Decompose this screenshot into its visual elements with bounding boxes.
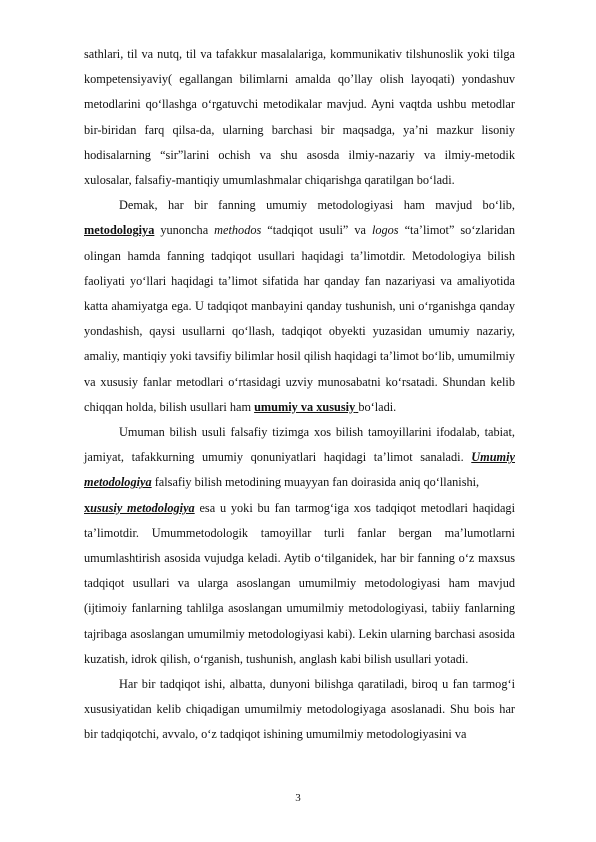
greek-word-logos: logos <box>371 223 399 238</box>
page-number: 3 <box>295 792 301 804</box>
paragraph-1: sathlari, til va nutq, til va tafakkur masalalariga, kommunikativ tilshunoslik yoki tilga kompetensiyaviy( egallangan bilimlarni amalda qo’llay olish layoqati) yondashuv metodlarini qo‘llashga o‘rgatuvchi metodikalar mavjud. Ayni vaqtda ushbu metodlar bir-biridan farq qilsa-da, ularning barchasi bir maqsadga, ya’ni mazkur lisoniy hodisalarning “sir”larini ochish va shu asosda ilmiy-nazariy va ilmiy-metodik xulosalar, falsafiy-mantiqiy umumlashmalar chiqarishga qaratilgan bo‘ladi. <box>84 47 515 188</box>
paragraph-2-ending: bo‘ladi. <box>358 399 397 414</box>
term-umumiy-metodologiya: Umumiy metodologiya <box>84 450 515 490</box>
paragraph-3-text: falsafiy bilish metodining muayyan fan doirasida aniq qo‘llanishi, <box>154 475 480 490</box>
paragraph-2 <box>84 193 515 420</box>
term-metodologiya: metodologiya <box>84 223 155 238</box>
term-xususiy-metodologiya: ususiy metodologiya <box>90 500 195 515</box>
paragraph-3-text: esa u yoki bu fan tarmog‘iga xos tadqiqot metodlari haqidagi ta’limotdir. Umummetodologik tamoyillar turli fanlar bergan ma’lumotlarni umumlashtirish asosida vujudga keladi. Aytib o‘tilganidek, har bir fanning o‘z maxsus tadqiqot usullari va ularga asoslangan umumilmiy metodologiyasi ham mavjud (ijtimoiy fanlarning tahlilga asoslangan umumilmiy metodologiyasi, tabiiy fanlarning tajribaga asoslangan umumilmiy metodologiyasi kabi). Lekin ularning barchasi asosida kuzatish, idrok qilish, o‘rganish, tushunish, anglash kabi bilish usullari yotadi. <box>84 500 515 666</box>
paragraph-4: Har bir tadqiqot ishi, albatta, dunyoni bilishga qaratiladi, biroq u fan tarmog‘i xususiyatidan kelib chiqadigan umumilmiy metodologiyaga asoslanadi. Shu bois har bir tadqiqotchi, avvalo, o‘z tadqiqot ishining umumilmiy metodologiyasini va <box>84 677 515 742</box>
term-umumiy-va-xususiy: umumiy va xususiy <box>254 399 356 414</box>
paragraph-2-text: “tadqiqot usuli” va <box>267 223 366 238</box>
paragraph-3 <box>84 420 515 672</box>
term-xususiy-x: x <box>84 500 91 515</box>
paragraph-2-text: yunoncha <box>160 223 209 238</box>
paragraph-2-lead: Demak, har bir fanning umumiy metodologiyasi ham mavjud bo‘lib, <box>119 198 515 213</box>
greek-word-methodos: methodos <box>214 223 262 238</box>
paragraph-2-text: “ta’limot” so‘zlaridan olingan hamda fanning tadqiqot usullari haqidagi ta’limotdir. Metodologiya bilish faoliyati yo‘llari haqidagi ta’limot sifatida har qanday fan nazariyasi va amaliyotida katta ahamiyatga ega. U tadqiqot manbayini qanday tushunish, uni o‘rganishga qanday yondashish, qaysi usullarni qo‘llash, tadqiqot obyekti yuzasidan umumiy nazariy, amaliy, mantiqiy yoki tavsifiy bilimlar hosil qilish haqidagi ta’limot bo‘lib, umumilmiy va xususiy fanlar metodlari o‘rtasidagi uzviy munosabatni ko‘rsatadi. Shundan kelib chiqqan holda, bilish usullari ham <box>84 223 516 414</box>
paragraph-3-lead: Umuman bilish usuli falsafiy tizimga xos bilish tamoyillarini ifodalab, tabiat, jamiyat, tafakkurning umumiy qonuniyatlari haqidagi ta’limot sanaladi. <box>84 425 515 465</box>
document-body <box>84 42 515 748</box>
